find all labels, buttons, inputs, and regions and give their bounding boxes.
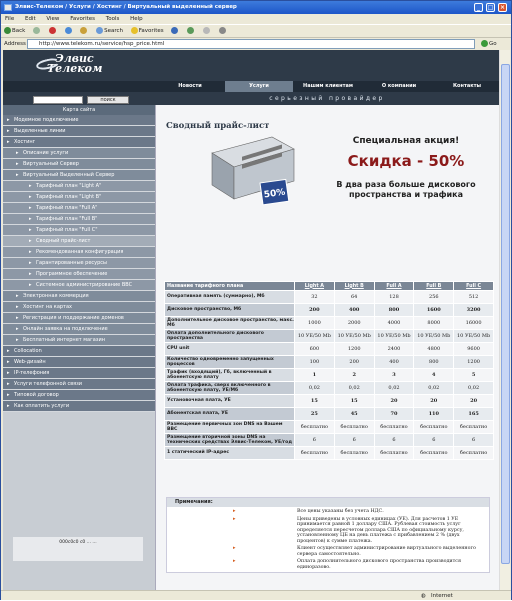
globe-icon: ◍	[421, 593, 426, 599]
table-cell: 6	[374, 434, 414, 447]
sidebar-item[interactable]	[3, 379, 155, 390]
table-cell: 2	[334, 369, 374, 382]
table-cell: 0,02	[334, 382, 374, 395]
table-cell: 200	[334, 356, 374, 369]
sidebar-item[interactable]	[3, 291, 155, 302]
table-cell: 9600	[454, 343, 494, 356]
address-bar	[1, 38, 511, 50]
table-header-cell	[165, 282, 295, 291]
sidebar-item[interactable]	[3, 269, 155, 280]
table-row	[165, 343, 494, 356]
row-label: Установочная плата, УЕ	[165, 395, 295, 408]
home-icon	[80, 27, 87, 34]
table-cell: 200	[295, 304, 335, 317]
sidebar-item-label: Хостинг	[14, 139, 36, 145]
sidebar-item-label: Тарифный план "Light A"	[36, 183, 102, 189]
table-cell: 45	[334, 408, 374, 421]
sidebar-item-label: Рекомендованная конфигурация	[36, 249, 124, 255]
table-cell: 1	[295, 369, 335, 382]
site-logo[interactable]	[41, 54, 102, 74]
table-cell: 6	[454, 434, 494, 447]
table-cell: 20	[454, 395, 494, 408]
table-cell: 1000	[295, 317, 335, 330]
table-cell: 15	[334, 395, 374, 408]
table-cell: бесплатно	[454, 447, 494, 460]
home-button[interactable]	[80, 25, 88, 38]
table-cell: бесплатно	[295, 447, 335, 460]
forward-button[interactable]	[33, 25, 41, 38]
search-label: Search	[104, 28, 124, 34]
bullet-icon: ▸	[233, 558, 236, 564]
header-label: Full A	[386, 283, 402, 289]
arrow-right-icon: ▸	[29, 216, 32, 222]
row-label: Оплата трафика, сверх включенного в абонентскую плату, УЕ/Мб	[165, 382, 295, 395]
row-label: Дисковое пространство, Мб	[165, 304, 295, 317]
print-button[interactable]	[219, 25, 227, 38]
arrow-right-icon: ▸	[29, 238, 32, 244]
table-cell: 6	[414, 434, 454, 447]
site-search-label: поиск	[100, 97, 116, 103]
table-row	[165, 382, 494, 395]
header-label: Light A	[304, 283, 325, 289]
nav-contacts[interactable]: Контакты	[452, 83, 482, 89]
table-cell: 0,02	[414, 382, 454, 395]
slogan: серьезный провайдер	[155, 92, 499, 105]
arrow-right-icon: ▸	[7, 117, 10, 123]
sidebar-item-label: Тарифный план "Light B"	[36, 194, 102, 200]
note-text: Клиент осуществляет администрирование виртуального выделенного сервера самостоятельно.	[297, 546, 476, 557]
sidebar-item-label: Системное администрирование ВВС	[36, 282, 133, 288]
stop-icon	[49, 27, 56, 34]
sidebar-item[interactable]	[3, 115, 155, 126]
media-icon	[171, 27, 178, 34]
sidebar-item-label: Сводный прайс-лист	[36, 238, 91, 244]
table-cell: 3	[374, 369, 414, 382]
note-item	[167, 509, 489, 515]
arrow-right-icon: ▸	[16, 172, 19, 178]
table-cell: 1200	[334, 343, 374, 356]
note-text: Оплата дополнительного дискового пространства производится единоразово.	[297, 559, 461, 570]
sidebar-item[interactable]	[3, 214, 155, 225]
row-label: Абонентская плата, УЕ	[165, 408, 295, 421]
arrow-right-icon: ▸	[7, 392, 10, 398]
table-row	[165, 317, 494, 330]
table-cell: 15	[295, 395, 335, 408]
table-cell: 10 УЕ/50 Мb	[374, 330, 414, 343]
table-cell: 10 УЕ/50 Мb	[295, 330, 335, 343]
menu-bar	[1, 14, 511, 24]
sidebar-item[interactable]	[3, 346, 155, 357]
row-label: 1 статический IP-адрес	[165, 447, 295, 460]
toolbar	[1, 24, 511, 38]
table-cell: 2400	[374, 343, 414, 356]
back-arrow-icon	[4, 27, 11, 34]
row-label: Размещение первичных зон DNS на Вашем ВВС	[165, 421, 295, 434]
note-text: Все цены указаны без учета НДС.	[297, 509, 384, 514]
sidebar-item[interactable]	[3, 247, 155, 258]
arrow-right-icon: ▸	[7, 370, 10, 376]
status-bar	[1, 590, 511, 600]
arrow-right-icon: ▸	[16, 315, 19, 321]
sidebar-item-label: Тарифный план "Full C"	[36, 227, 98, 233]
media-button[interactable]	[171, 25, 179, 38]
note-item	[167, 517, 489, 545]
header-label: Light B	[344, 283, 364, 289]
nav-clients[interactable]: Нашим клиентам	[303, 83, 353, 89]
window-title: Элвис-Телеком / Услуги / Хостинг / Виртуальный выделенный сервер	[15, 4, 237, 10]
arrow-right-icon: ▸	[16, 326, 19, 332]
price-table	[164, 281, 494, 460]
table-cell: 0,02	[295, 382, 335, 395]
sidebar-item[interactable]	[3, 368, 155, 379]
sidebar-item[interactable]	[3, 335, 155, 346]
table-cell: 16000	[454, 317, 494, 330]
sidebar-item-label: Web-дизайн	[14, 359, 46, 365]
mail-icon	[203, 27, 210, 34]
table-cell: 2000	[334, 317, 374, 330]
table-cell: 4000	[374, 317, 414, 330]
table-cell: 25	[295, 408, 335, 421]
site-search-button[interactable]	[87, 96, 129, 104]
promo-discount: Скидка - 50%	[347, 152, 465, 170]
table-cell: 5	[454, 369, 494, 382]
arrow-right-icon: ▸	[29, 271, 32, 277]
maximize-button[interactable]: □	[487, 4, 494, 11]
nav-about[interactable]: О компании	[381, 83, 417, 89]
menu-view[interactable]: View	[46, 16, 60, 22]
table-cell: 3200	[454, 304, 494, 317]
table-header-cell[interactable]	[334, 282, 374, 291]
table-cell: 800	[374, 304, 414, 317]
nav-news[interactable]: Новости	[178, 83, 202, 89]
sidebar	[3, 105, 155, 590]
refresh-button[interactable]	[65, 25, 73, 38]
table-cell: бесплатно	[374, 421, 414, 434]
arrow-right-icon: ▸	[29, 194, 32, 200]
arrow-right-icon: ▸	[29, 260, 32, 266]
table-row	[165, 408, 494, 421]
star-icon	[131, 27, 138, 34]
sidebar-item-label: Как оплатить услуги	[14, 403, 70, 409]
arrow-right-icon: ▸	[7, 381, 10, 387]
favorites-label: Favorites	[138, 28, 164, 34]
mail-button[interactable]	[203, 25, 211, 38]
address-label: Address	[4, 41, 26, 47]
arrow-right-icon: ▸	[16, 304, 19, 310]
sidebar-item[interactable]	[3, 148, 155, 159]
table-cell: 10 УЕ/50 Мb	[334, 330, 374, 343]
arrow-right-icon: ▸	[29, 282, 32, 288]
table-cell: бесплатно	[334, 447, 374, 460]
table-cell: бесплатно	[295, 421, 335, 434]
search-area	[3, 92, 155, 105]
sidebar-item-label: IP-телефония	[14, 370, 50, 376]
promo-headline: Специальная акция!	[352, 136, 460, 146]
table-cell: 800	[414, 356, 454, 369]
sidebar-item[interactable]	[3, 225, 155, 236]
page-viewport	[3, 50, 499, 590]
sidebar-item[interactable]	[3, 181, 155, 192]
sidebar-item[interactable]	[3, 401, 155, 412]
sidebar-item[interactable]	[3, 313, 155, 324]
menu-tools[interactable]: Tools	[105, 16, 120, 22]
favorites-button[interactable]	[131, 25, 164, 38]
promo-subtext: В два раза больше дискового пространства и трафика	[336, 180, 476, 199]
bullet-icon: ▸	[233, 515, 236, 522]
address-url: http://www.telekom.ru/service/hsp_price.html	[39, 41, 165, 47]
table-cell: 8000	[414, 317, 454, 330]
sidebar-item-label: Электронная коммерция	[23, 293, 89, 299]
sidebar-item[interactable]	[3, 170, 155, 181]
sidebar-item[interactable]	[3, 357, 155, 368]
header-label: Full C	[466, 283, 482, 289]
arrow-right-icon: ▸	[7, 403, 10, 409]
arrow-right-icon: ▸	[29, 183, 32, 189]
badge-text: 50%	[263, 187, 287, 201]
table-cell: 0,02	[374, 382, 414, 395]
row-label: Оплата дополнительного дискового пространства	[165, 330, 295, 343]
sidebar-item-label: Виртуальный Сервер	[23, 161, 79, 167]
arrow-right-icon: ▸	[16, 337, 19, 343]
sidebar-item[interactable]	[3, 236, 155, 247]
sidebar-item-label: Выделенные линии	[14, 128, 66, 134]
header-label: Название тарифного плана	[167, 283, 244, 289]
go-button[interactable]	[481, 38, 497, 50]
row-label: Оперативная память (суммарно), Мб	[165, 291, 295, 304]
table-cell: 128	[374, 291, 414, 304]
table-row	[165, 447, 494, 460]
sidebar-item[interactable]	[3, 126, 155, 137]
forward-arrow-icon	[33, 27, 40, 34]
sidebar-item-label: Модемное подключение	[14, 117, 79, 123]
table-cell: 20	[414, 395, 454, 408]
table-cell: 100	[295, 356, 335, 369]
nav-services[interactable]: Услуги	[225, 81, 293, 92]
table-cell: 20	[374, 395, 414, 408]
row-label: Количество одновременно запущенных процессов	[165, 356, 295, 369]
table-cell: бесплатно	[334, 421, 374, 434]
table-row	[165, 304, 494, 317]
sidebar-item[interactable]	[3, 302, 155, 313]
arrow-right-icon: ▸	[7, 128, 10, 134]
table-header-cell[interactable]	[454, 282, 494, 291]
table-row	[165, 291, 494, 304]
note-item	[167, 559, 489, 570]
sidebar-item[interactable]	[3, 192, 155, 203]
notes-title: Примечания:	[167, 498, 489, 507]
menu-help[interactable]: Help	[130, 16, 143, 22]
table-cell: 1200	[454, 356, 494, 369]
counter-text: 000c0c0 c0 ... ...	[59, 540, 97, 545]
sidebar-item[interactable]	[3, 324, 155, 335]
table-cell: 4	[414, 369, 454, 382]
table-header-cell[interactable]	[414, 282, 454, 291]
sidebar-item[interactable]	[3, 203, 155, 214]
promo-block	[326, 135, 486, 200]
table-cell: 10 УЕ/50 Мb	[414, 330, 454, 343]
table-cell: 400	[334, 304, 374, 317]
table-header-row	[165, 282, 494, 291]
table-row	[165, 356, 494, 369]
table-cell: 6	[334, 434, 374, 447]
table-cell: 512	[454, 291, 494, 304]
menu-edit[interactable]: Edit	[24, 16, 36, 22]
address-input[interactable]	[27, 39, 475, 49]
sidebar-item[interactable]	[3, 280, 155, 291]
table-cell: 32	[295, 291, 335, 304]
site-search-input[interactable]	[33, 96, 83, 104]
title-bar	[1, 1, 511, 14]
server-image	[202, 133, 298, 215]
header-label: Full B	[426, 283, 442, 289]
print-icon	[219, 27, 226, 34]
sidebar-item-label: Регистрация и поддержание доменов	[23, 315, 124, 321]
sidebar-item-label: Тарифный план "Full B"	[36, 216, 98, 222]
table-cell: 10 УЕ/50 Мb	[454, 330, 494, 343]
arrow-right-icon: ▸	[29, 227, 32, 233]
menu-favorites[interactable]: Favorites	[70, 16, 96, 22]
table-cell: бесплатно	[414, 447, 454, 460]
table-cell: 0,02	[454, 382, 494, 395]
search-button[interactable]	[96, 25, 123, 38]
sidebar-item-label: Collocation	[14, 348, 42, 354]
refresh-icon	[65, 27, 72, 34]
table-cell: 6	[295, 434, 335, 447]
main-content	[155, 105, 499, 590]
note-item	[167, 546, 489, 557]
row-label: Дополнительное дисковое пространство, макс. Мб	[165, 317, 295, 330]
sidebar-item-label: Виртуальный Выделенный Сервер	[23, 172, 115, 178]
sidebar-item[interactable]	[3, 137, 155, 148]
table-cell: 110	[414, 408, 454, 421]
sidebar-item-label: Хостинг на картах	[23, 304, 72, 310]
table-cell: 64	[334, 291, 374, 304]
main-nav	[3, 81, 499, 92]
row-label: Трафик (входящий), Гб, включенный в абонентскую плату	[165, 369, 295, 382]
arrow-right-icon: ▸	[16, 150, 19, 156]
notes-box	[166, 497, 490, 573]
table-row	[165, 395, 494, 408]
row-label: CPU unit	[165, 343, 295, 356]
browser-icon	[4, 4, 12, 11]
sidebar-item-label: Программное обеспечение	[36, 271, 108, 277]
minimize-button[interactable]: _	[474, 3, 483, 12]
sidebar-item[interactable]	[3, 159, 155, 170]
scroll-thumb[interactable]	[501, 64, 510, 564]
stop-button[interactable]	[49, 25, 57, 38]
arrow-right-icon: ▸	[7, 359, 10, 365]
bullet-icon: ▸	[233, 508, 236, 514]
sidebar-item-label: Онлайн заявка на подключение	[23, 326, 108, 332]
table-cell: 256	[414, 291, 454, 304]
go-arrow-icon	[481, 40, 488, 47]
table-cell: 70	[374, 408, 414, 421]
table-cell: бесплатно	[374, 447, 414, 460]
sidebar-item[interactable]	[3, 390, 155, 401]
sidebar-item-label: Тарифный план "Full A"	[36, 205, 98, 211]
row-label: Размещение вторичной зоны DNS на технических средствах Элвис-Телеком, УЕ/год	[165, 434, 295, 447]
back-label: Back	[12, 28, 26, 34]
table-row	[165, 369, 494, 382]
table-header-cell[interactable]	[295, 282, 335, 291]
note-text: Цены приведены в условных единицах (УЕ). Для расчетов 1 УЕ принимается равной 1 доллару США. Рублевая стоимость услуг определяется пересчетом доллара США по официальному курсу, установленному ЦБ на день платежа с прибавлением 2 % (двух процентов) к сумме платежа.	[297, 516, 464, 544]
vertical-scrollbar[interactable]	[499, 50, 510, 590]
arrow-right-icon: ▸	[7, 348, 10, 354]
table-cell: 165	[454, 408, 494, 421]
site-header	[3, 50, 499, 81]
arrow-right-icon: ▸	[29, 205, 32, 211]
status-zone: Internet	[431, 593, 453, 599]
sidebar-item-label: Описание услуги	[23, 150, 69, 156]
table-header-cell[interactable]	[374, 282, 414, 291]
table-cell: 600	[295, 343, 335, 356]
sidebar-item[interactable]	[3, 258, 155, 269]
table-row	[165, 434, 494, 447]
arrow-right-icon: ▸	[7, 139, 10, 145]
sidebar-item-label: Гарантированные ресурсы	[36, 260, 108, 266]
table-cell: 400	[374, 356, 414, 369]
close-button[interactable]: ×	[499, 4, 506, 11]
table-row	[165, 330, 494, 343]
sidebar-counter	[13, 537, 143, 561]
sidebar-item-label: Услуги телефонной связи	[14, 381, 83, 387]
menu-file[interactable]: File	[5, 16, 15, 22]
arrow-right-icon: ▸	[29, 249, 32, 255]
back-button[interactable]	[4, 25, 25, 38]
go-label: Go	[489, 41, 497, 47]
logo-line2: Телеком	[47, 62, 103, 75]
page-title: Сводный прайс-лист	[166, 121, 270, 131]
logo-line1: Элвис	[55, 52, 94, 65]
history-icon	[187, 27, 194, 34]
table-cell: бесплатно	[414, 421, 454, 434]
table-cell: 1600	[414, 304, 454, 317]
arrow-right-icon: ▸	[16, 161, 19, 167]
table-cell: бесплатно	[454, 421, 494, 434]
bullet-icon: ▸	[233, 545, 236, 551]
sidebar-item-label: Бесплатный интернет магазин	[23, 337, 105, 343]
history-button[interactable]	[187, 25, 195, 38]
arrow-right-icon: ▸	[16, 293, 19, 299]
sidebar-item-label: Типовой договор	[14, 392, 59, 398]
sitemap-title: Карта сайта	[3, 105, 155, 115]
table-row	[165, 421, 494, 434]
search-icon	[96, 27, 103, 34]
sidebar-menu	[3, 115, 155, 412]
table-cell: 4800	[414, 343, 454, 356]
